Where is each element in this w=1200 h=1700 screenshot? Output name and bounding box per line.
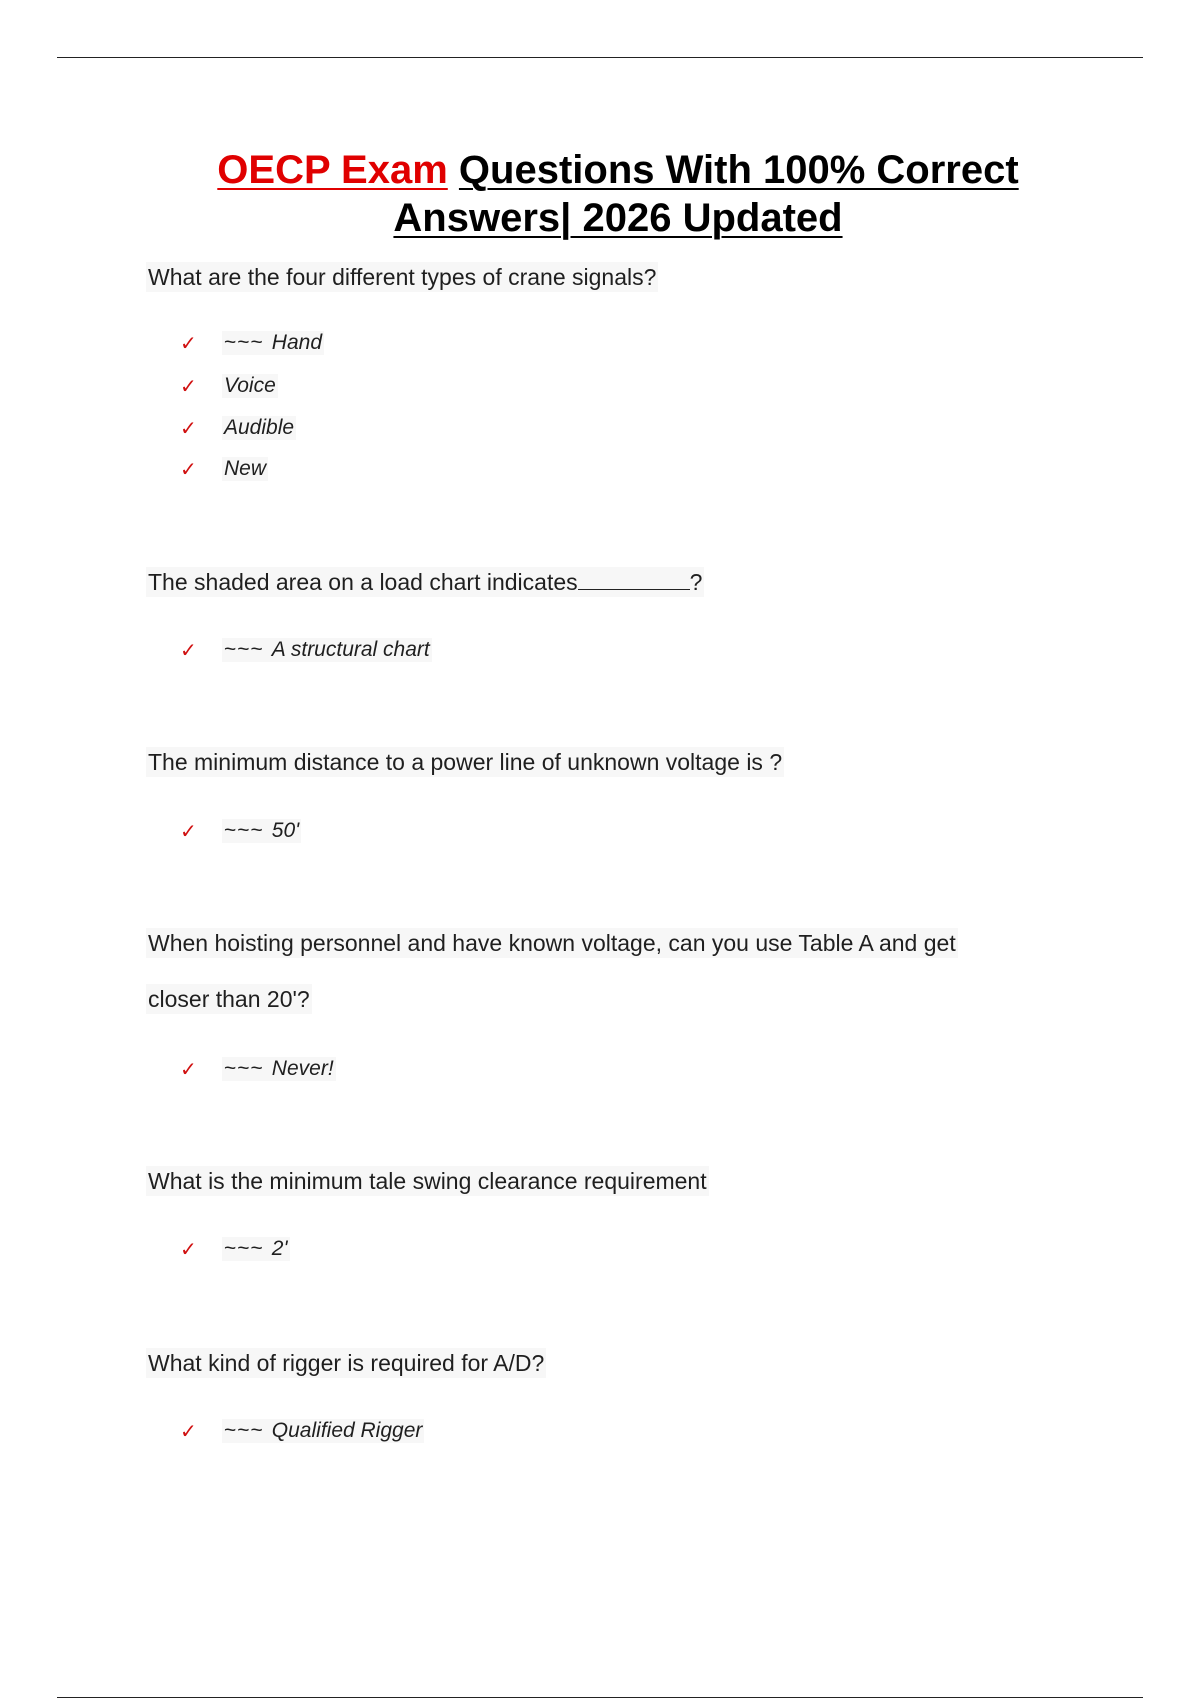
answer-6-1 xyxy=(180,1416,424,1446)
check-icon: ✓ xyxy=(180,1420,197,1443)
answer-2-1 xyxy=(180,635,432,665)
answer-value: New xyxy=(224,457,267,480)
question-2 xyxy=(146,567,704,597)
answer-value: 2' xyxy=(271,1237,288,1260)
answer-1-3 xyxy=(180,413,296,443)
question-3: The minimum distance to a power line of unknown voltage is ? xyxy=(148,749,783,775)
title-line2: Answers| 2026 Updated xyxy=(393,196,843,240)
tilde-marker: ~~~ xyxy=(224,1057,264,1080)
tilde-marker: ~~~ xyxy=(224,1237,264,1260)
check-icon: ✓ xyxy=(180,1058,197,1081)
question-text: The shaded area on a load chart indicates xyxy=(148,569,578,595)
check-icon: ✓ xyxy=(180,639,197,662)
question-4-line-1: When hoisting personnel and have known voltage, can you use Table A and get xyxy=(148,930,956,956)
tilde-marker: ~~~ xyxy=(224,1419,264,1442)
answer-value: Voice xyxy=(224,374,276,397)
answer-1-4 xyxy=(180,454,268,484)
answer-text xyxy=(222,331,324,355)
answer-value: Hand xyxy=(271,331,322,354)
question-1: What are the four different types of crane signals? xyxy=(148,264,657,290)
question-4-line-2: closer than 20'? xyxy=(148,986,310,1012)
answer-value: 50' xyxy=(271,819,300,842)
title-highlight: OECP Exam xyxy=(217,148,448,192)
answer-value: Audible xyxy=(224,416,295,439)
tilde-marker: ~~~ xyxy=(224,819,264,842)
answer-value: A structural chart xyxy=(271,638,430,661)
check-icon: ✓ xyxy=(180,375,197,398)
question-6: What kind of rigger is required for A/D? xyxy=(148,1350,545,1376)
answer-1-2 xyxy=(180,371,278,401)
answer-text xyxy=(222,1057,336,1081)
answer-value: Qualified Rigger xyxy=(271,1419,423,1442)
check-icon: ✓ xyxy=(180,332,197,355)
question-end: ? xyxy=(689,569,703,595)
fill-in-blank xyxy=(578,569,690,590)
answer-value: Never! xyxy=(271,1057,334,1080)
answer-5-1 xyxy=(180,1234,290,1264)
tilde-marker: ~~~ xyxy=(224,331,264,354)
check-icon: ✓ xyxy=(180,458,197,481)
answer-text xyxy=(222,1237,290,1261)
header-rule xyxy=(57,57,1143,58)
tilde-marker: ~~~ xyxy=(224,638,264,661)
title-main: Questions With 100% Correct xyxy=(458,148,1019,192)
check-icon: ✓ xyxy=(180,1238,197,1261)
answer-1-1 xyxy=(180,328,324,358)
check-icon: ✓ xyxy=(180,820,197,843)
answer-text xyxy=(222,1419,424,1443)
answer-3-1 xyxy=(180,816,301,846)
answer-text xyxy=(222,638,432,662)
answer-4-1 xyxy=(180,1054,336,1084)
check-icon: ✓ xyxy=(180,417,197,440)
footer-rule xyxy=(57,1697,1143,1698)
answer-text xyxy=(222,819,301,843)
question-5: What is the minimum tale swing clearance requirement xyxy=(148,1168,707,1194)
page-title xyxy=(0,146,1200,242)
